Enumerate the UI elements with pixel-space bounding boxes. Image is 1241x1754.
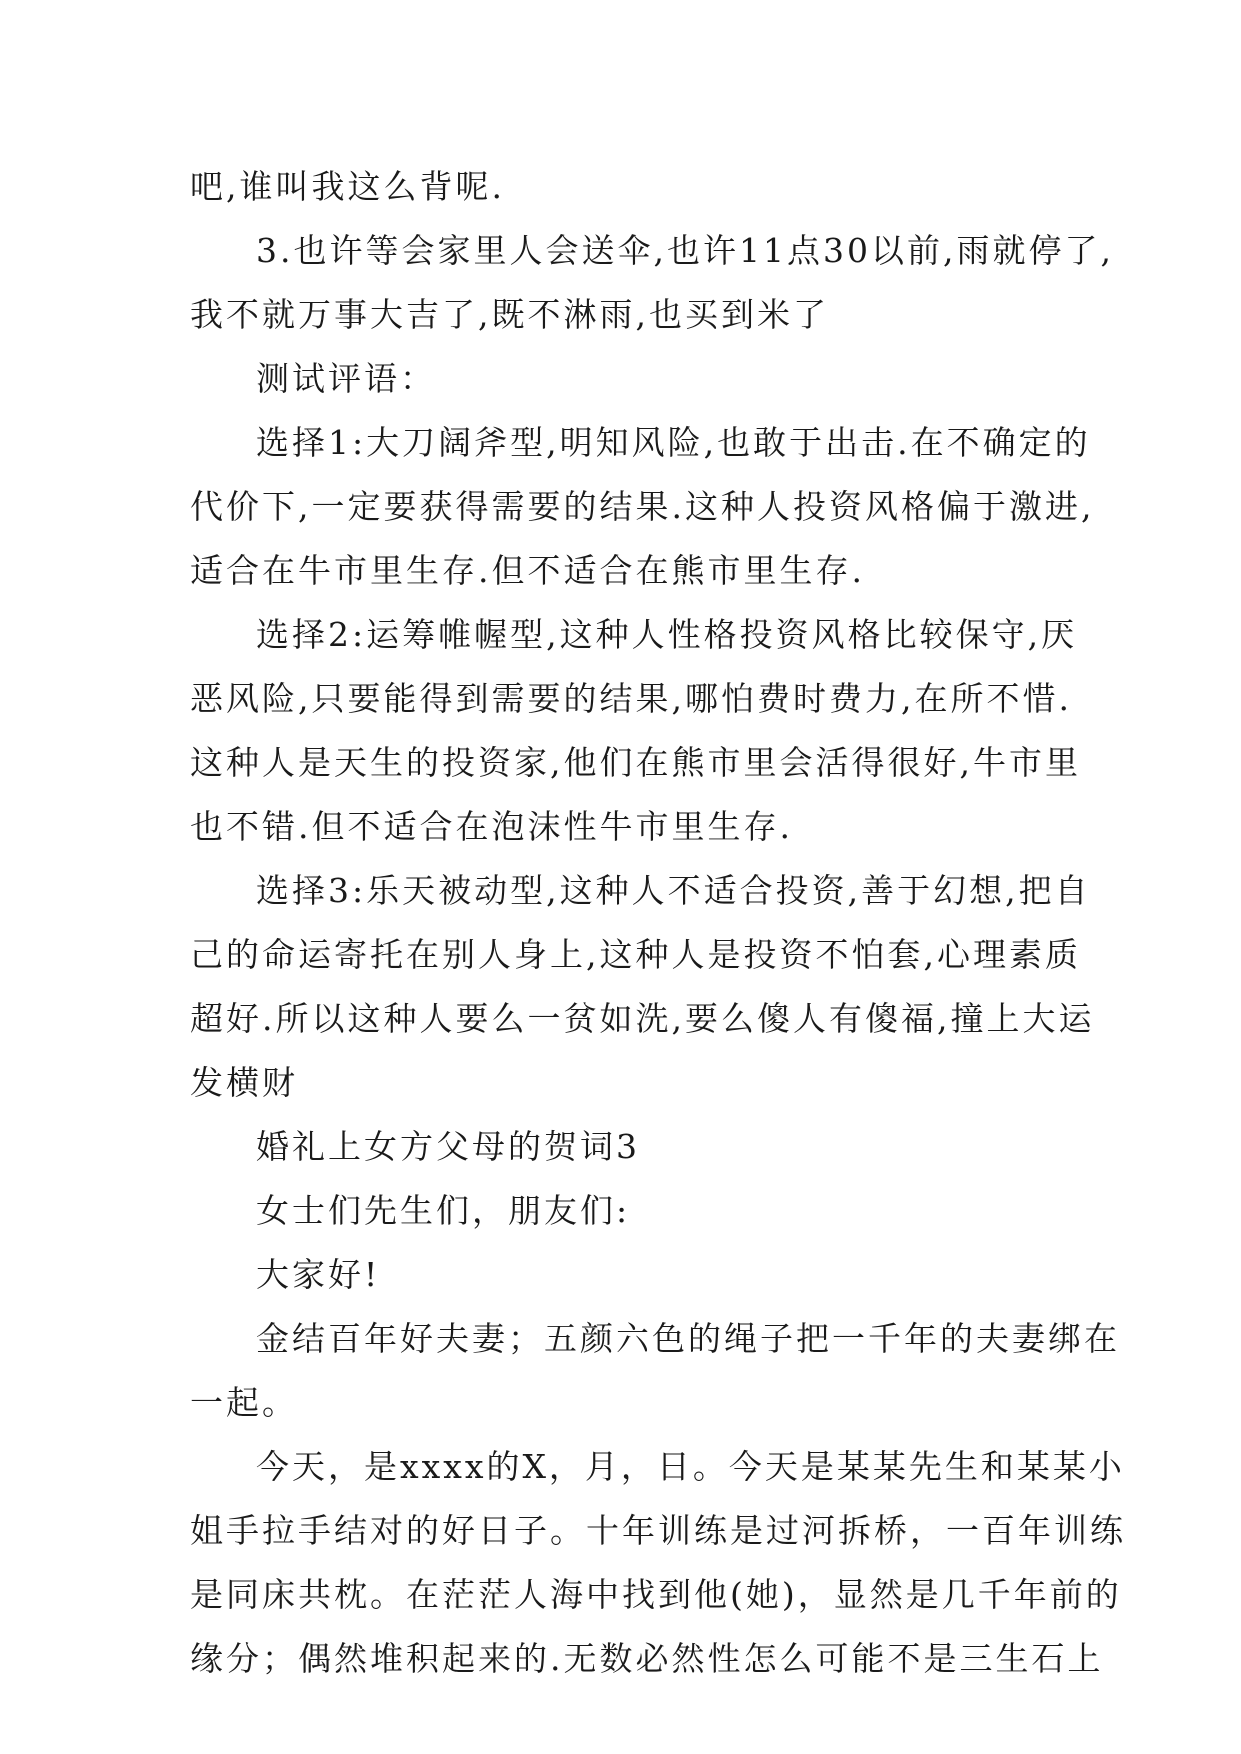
text-line: 金结百年好夫妻；五颜六色的绳子把一千年的夫妻绑在 xyxy=(256,1319,1120,1358)
text-line: 吧,谁叫我这么背呢. xyxy=(190,167,505,206)
text-line: 选择3:乐天被动型,这种人不适合投资,善于幻想,把自 xyxy=(256,871,1091,910)
text-line: 今天，是xxxx的X，月，日。今天是某某先生和某某小 xyxy=(256,1447,1125,1486)
text-line: 一起。 xyxy=(190,1383,298,1422)
text-line: 恶风险,只要能得到需要的结果,哪怕费时费力,在所不惜. xyxy=(190,679,1072,718)
text-line: 缘分；偶然堆积起来的.无数必然性怎么可能不是三生石上 xyxy=(190,1639,1104,1678)
section-heading: 测试评语： xyxy=(256,359,436,398)
greeting: 大家好! xyxy=(256,1255,381,1294)
text-line: 3.也许等会家里人会送伞,也许11点30以前,雨就停了, xyxy=(256,231,1114,270)
text-line: 选择1:大刀阔斧型,明知风险,也敢于出击.在不确定的 xyxy=(256,423,1091,462)
text-line: 我不就万事大吉了,既不淋雨,也买到米了 xyxy=(190,295,829,334)
text-line: 适合在牛市里生存.但不适合在熊市里生存. xyxy=(190,551,865,590)
text-line: 己的命运寄托在别人身上,这种人是投资不怕套,心理素质 xyxy=(190,935,1081,974)
text-line: 超好.所以这种人要么一贫如洗,要么傻人有傻福,撞上大运 xyxy=(190,999,1095,1038)
text-line: 代价下,一定要获得需要的结果.这种人投资风格偏于激进, xyxy=(190,487,1095,526)
text-line: 发横财 xyxy=(190,1063,298,1102)
text-line: 姐手拉手结对的好日子。十年训练是过河拆桥，一百年训练 xyxy=(190,1511,1126,1550)
section-title: 婚礼上女方父母的贺词3 xyxy=(256,1127,640,1166)
text-line: 选择2:运筹帷幄型,这种人性格投资风格比较保守,厌 xyxy=(256,615,1078,654)
text-line: 也不错.但不适合在泡沫性牛市里生存. xyxy=(190,807,793,846)
document-body xyxy=(190,155,1126,1691)
salutation: 女士们先生们，朋友们: xyxy=(256,1191,631,1230)
text-line: 这种人是天生的投资家,他们在熊市里会活得很好,牛市里 xyxy=(190,743,1081,782)
text-line: 是同床共枕。在茫茫人海中找到他(她)，显然是几千年前的 xyxy=(190,1575,1122,1614)
